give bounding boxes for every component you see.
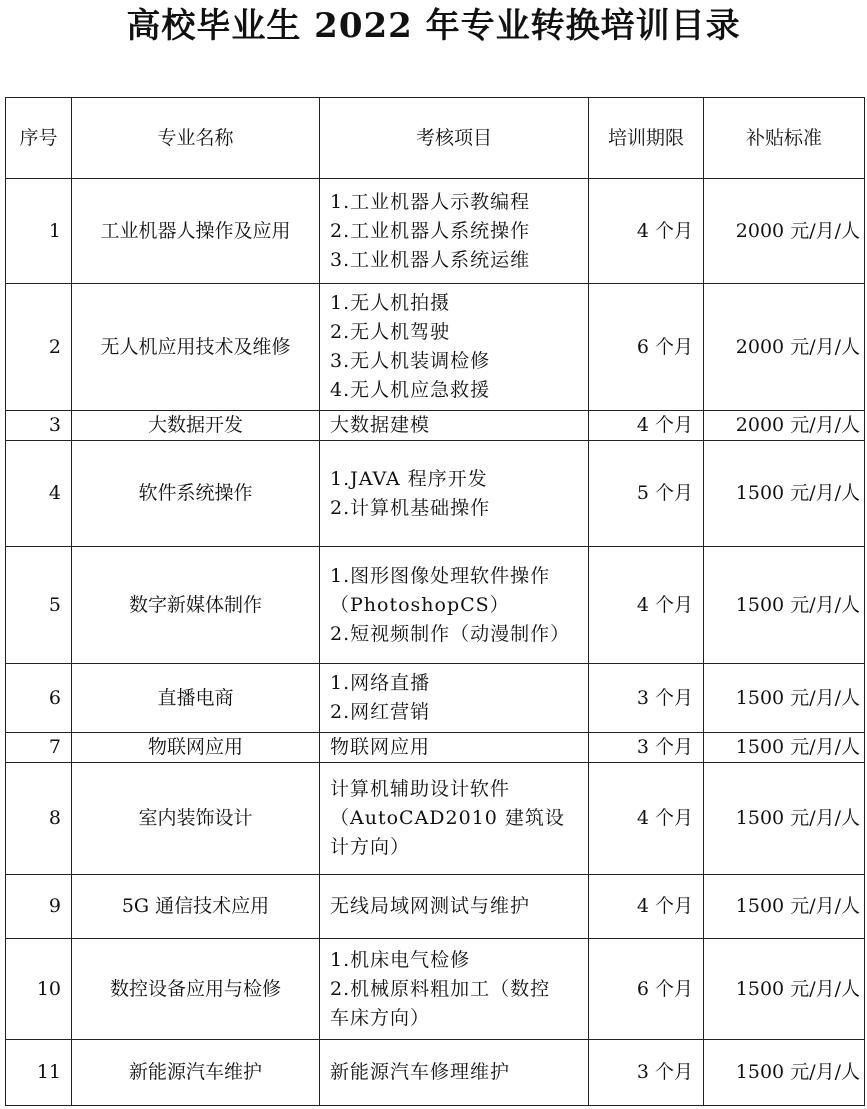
assessment-item: （AutoCAD2010 建筑设 — [330, 807, 565, 829]
cell-major-name-text: 软件系统操作 — [138, 482, 253, 504]
cell-seq — [6, 1040, 72, 1106]
cell-major-name-text: 无人机应用技术及维修 — [100, 335, 291, 358]
table-row — [6, 733, 865, 763]
cell-seq — [6, 547, 72, 664]
assessment-item: 2.短视频制作（动漫制作） — [330, 622, 571, 645]
cell-assessment-items — [320, 441, 589, 547]
cell-seq-text: 9 — [48, 895, 61, 917]
assessment-item: 1.工业机器人示教编程 — [330, 190, 531, 213]
table-row — [6, 763, 865, 875]
assessment-item: 1.机床电气检修 — [330, 948, 471, 971]
assessment-item: 1.无人机拍摄 — [330, 292, 451, 314]
assessment-item: 2.无人机驾驶 — [330, 321, 451, 343]
cell-seq-text: 4 — [48, 482, 61, 504]
cell-subsidy-standard-text: 1500 元/月/人 — [735, 482, 860, 504]
cell-training-period-text: 6 个月 — [636, 335, 693, 358]
cell-training-period — [589, 664, 704, 733]
table-row — [6, 547, 865, 664]
cell-major-name — [72, 441, 320, 547]
cell-subsidy-standard-text: 2000 元/月/人 — [735, 219, 860, 242]
cell-training-period-text: 3 个月 — [636, 686, 693, 709]
cell-training-period-text: 4 个月 — [636, 414, 693, 436]
cell-training-period — [589, 284, 704, 411]
assessment-item: 1.JAVA 程序开发 — [330, 467, 488, 490]
assessment-item: 2.计算机基础操作 — [330, 496, 491, 519]
cell-major-name — [72, 733, 320, 763]
assessment-item: 4.无人机应急救援 — [330, 379, 491, 401]
cell-assessment-items — [320, 763, 589, 875]
cell-major-name — [72, 284, 320, 411]
cell-training-period-text: 5 个月 — [636, 482, 693, 504]
cell-seq — [6, 939, 72, 1040]
cell-training-period — [589, 411, 704, 441]
cell-seq-text: 2 — [48, 335, 61, 358]
cell-seq-text: 3 — [48, 414, 61, 436]
cell-major-name-text: 数控设备应用与检修 — [109, 977, 281, 1000]
cell-training-period-text: 4 个月 — [636, 219, 693, 242]
assessment-item: 计方向） — [330, 836, 411, 858]
table-row — [6, 411, 865, 441]
cell-training-period — [589, 1040, 704, 1106]
cell-assessment-items — [320, 179, 589, 284]
table-row — [6, 179, 865, 284]
cell-subsidy-standard-text: 1500 元/月/人 — [735, 736, 860, 758]
cell-major-name-text: 工业机器人操作及应用 — [100, 219, 291, 242]
table-row — [6, 875, 865, 939]
assessment-item: （PhotoshopCS） — [330, 593, 510, 616]
cell-training-period-text: 3 个月 — [636, 736, 693, 758]
cell-subsidy-standard — [704, 875, 865, 939]
cell-subsidy-standard-text: 1500 元/月/人 — [735, 895, 860, 917]
table-header-row — [6, 98, 865, 179]
cell-assessment-items — [320, 547, 589, 664]
cell-subsidy-standard — [704, 547, 865, 664]
cell-assessment-items — [320, 284, 589, 411]
assessment-item: 3.无人机装调检修 — [330, 350, 491, 372]
cell-seq-text: 5 — [48, 593, 61, 616]
assessment-item: 计算机辅助设计软件 — [330, 778, 511, 800]
header-seq: 序号 — [6, 98, 72, 179]
cell-major-name-text: 数字新媒体制作 — [128, 593, 262, 616]
cell-training-period — [589, 939, 704, 1040]
cell-training-period — [589, 763, 704, 875]
assessment-item: 车床方向） — [330, 1006, 431, 1029]
cell-assessment-items — [320, 1040, 589, 1106]
cell-subsidy-standard-text: 1500 元/月/人 — [735, 593, 860, 616]
cell-assessment-items — [320, 664, 589, 733]
cell-training-period-text: 4 个月 — [636, 807, 693, 829]
cell-seq — [6, 284, 72, 411]
assessment-item: 大数据建模 — [330, 414, 431, 436]
cell-major-name — [72, 939, 320, 1040]
cell-subsidy-standard-text: 1500 元/月/人 — [735, 807, 860, 829]
cell-major-name-text: 大数据开发 — [147, 414, 243, 436]
cell-major-name-text: 物联网应用 — [147, 736, 243, 758]
cell-subsidy-standard — [704, 284, 865, 411]
assessment-item: 3.工业机器人系统运维 — [330, 248, 531, 271]
cell-training-period-text: 3 个月 — [636, 1061, 693, 1083]
assessment-item: 1.图形图像处理软件操作 — [330, 564, 551, 587]
document-title: 高校毕业生 2022 年专业转换培训目录 — [126, 6, 741, 46]
cell-subsidy-standard-text: 2000 元/月/人 — [735, 335, 860, 358]
cell-training-period — [589, 733, 704, 763]
cell-major-name — [72, 1040, 320, 1106]
cell-major-name — [72, 763, 320, 875]
cell-major-name — [72, 411, 320, 441]
cell-training-period-text: 4 个月 — [636, 895, 693, 917]
header-assessment-items: 考核项目 — [320, 98, 589, 179]
cell-assessment-items — [320, 875, 589, 939]
cell-training-period — [589, 179, 704, 284]
assessment-item: 2.工业机器人系统操作 — [330, 219, 531, 242]
cell-major-name-text: 新能源汽车维护 — [128, 1061, 262, 1083]
cell-seq — [6, 763, 72, 875]
training-catalog-table — [5, 97, 865, 1106]
cell-assessment-items — [320, 411, 589, 441]
cell-major-name-text: 5G 通信技术应用 — [121, 895, 270, 917]
cell-training-period — [589, 547, 704, 664]
cell-major-name — [72, 179, 320, 284]
assessment-item: 2.网红营销 — [330, 701, 431, 723]
assessment-item: 物联网应用 — [330, 736, 431, 758]
cell-major-name — [72, 547, 320, 664]
cell-seq — [6, 875, 72, 939]
table-row — [6, 664, 865, 733]
cell-subsidy-standard — [704, 664, 865, 733]
cell-assessment-items — [320, 939, 589, 1040]
cell-seq-text: 11 — [36, 1061, 61, 1083]
cell-seq-text: 6 — [48, 686, 61, 709]
cell-training-period — [589, 875, 704, 939]
cell-seq — [6, 411, 72, 441]
cell-seq-text: 7 — [48, 736, 61, 758]
cell-seq — [6, 733, 72, 763]
cell-seq-text: 1 — [48, 219, 61, 242]
cell-subsidy-standard — [704, 441, 865, 547]
cell-subsidy-standard — [704, 1040, 865, 1106]
cell-seq — [6, 441, 72, 547]
cell-subsidy-standard-text: 1500 元/月/人 — [735, 1061, 860, 1083]
cell-assessment-items — [320, 733, 589, 763]
cell-subsidy-standard — [704, 733, 865, 763]
header-subsidy-standard: 补贴标准 — [704, 98, 865, 179]
cell-subsidy-standard-text: 2000 元/月/人 — [735, 414, 860, 436]
header-training-period: 培训期限 — [589, 98, 704, 179]
cell-training-period-text: 4 个月 — [636, 593, 693, 616]
table-row — [6, 939, 865, 1040]
table-row — [6, 441, 865, 547]
cell-major-name-text: 直播电商 — [157, 686, 234, 709]
cell-seq — [6, 179, 72, 284]
cell-subsidy-standard — [704, 763, 865, 875]
cell-training-period — [589, 441, 704, 547]
cell-training-period-text: 6 个月 — [636, 977, 693, 1000]
assessment-item: 2.机械原料粗加工（数控 — [330, 977, 551, 1000]
cell-major-name — [72, 664, 320, 733]
header-major-name: 专业名称 — [72, 98, 320, 179]
cell-subsidy-standard — [704, 411, 865, 441]
assessment-item: 无线局域网测试与维护 — [330, 895, 531, 917]
cell-subsidy-standard-text: 1500 元/月/人 — [735, 977, 860, 1000]
cell-seq-text: 8 — [48, 807, 61, 829]
cell-seq — [6, 664, 72, 733]
assessment-item: 1.网络直播 — [330, 672, 431, 694]
cell-subsidy-standard — [704, 179, 865, 284]
cell-seq-text: 10 — [36, 977, 61, 1000]
cell-subsidy-standard — [704, 939, 865, 1040]
assessment-item: 新能源汽车修理维护 — [330, 1061, 511, 1083]
table-row — [6, 1040, 865, 1106]
cell-major-name-text: 室内装饰设计 — [138, 807, 253, 829]
table-row — [6, 284, 865, 411]
cell-major-name — [72, 875, 320, 939]
cell-subsidy-standard-text: 1500 元/月/人 — [735, 686, 860, 709]
